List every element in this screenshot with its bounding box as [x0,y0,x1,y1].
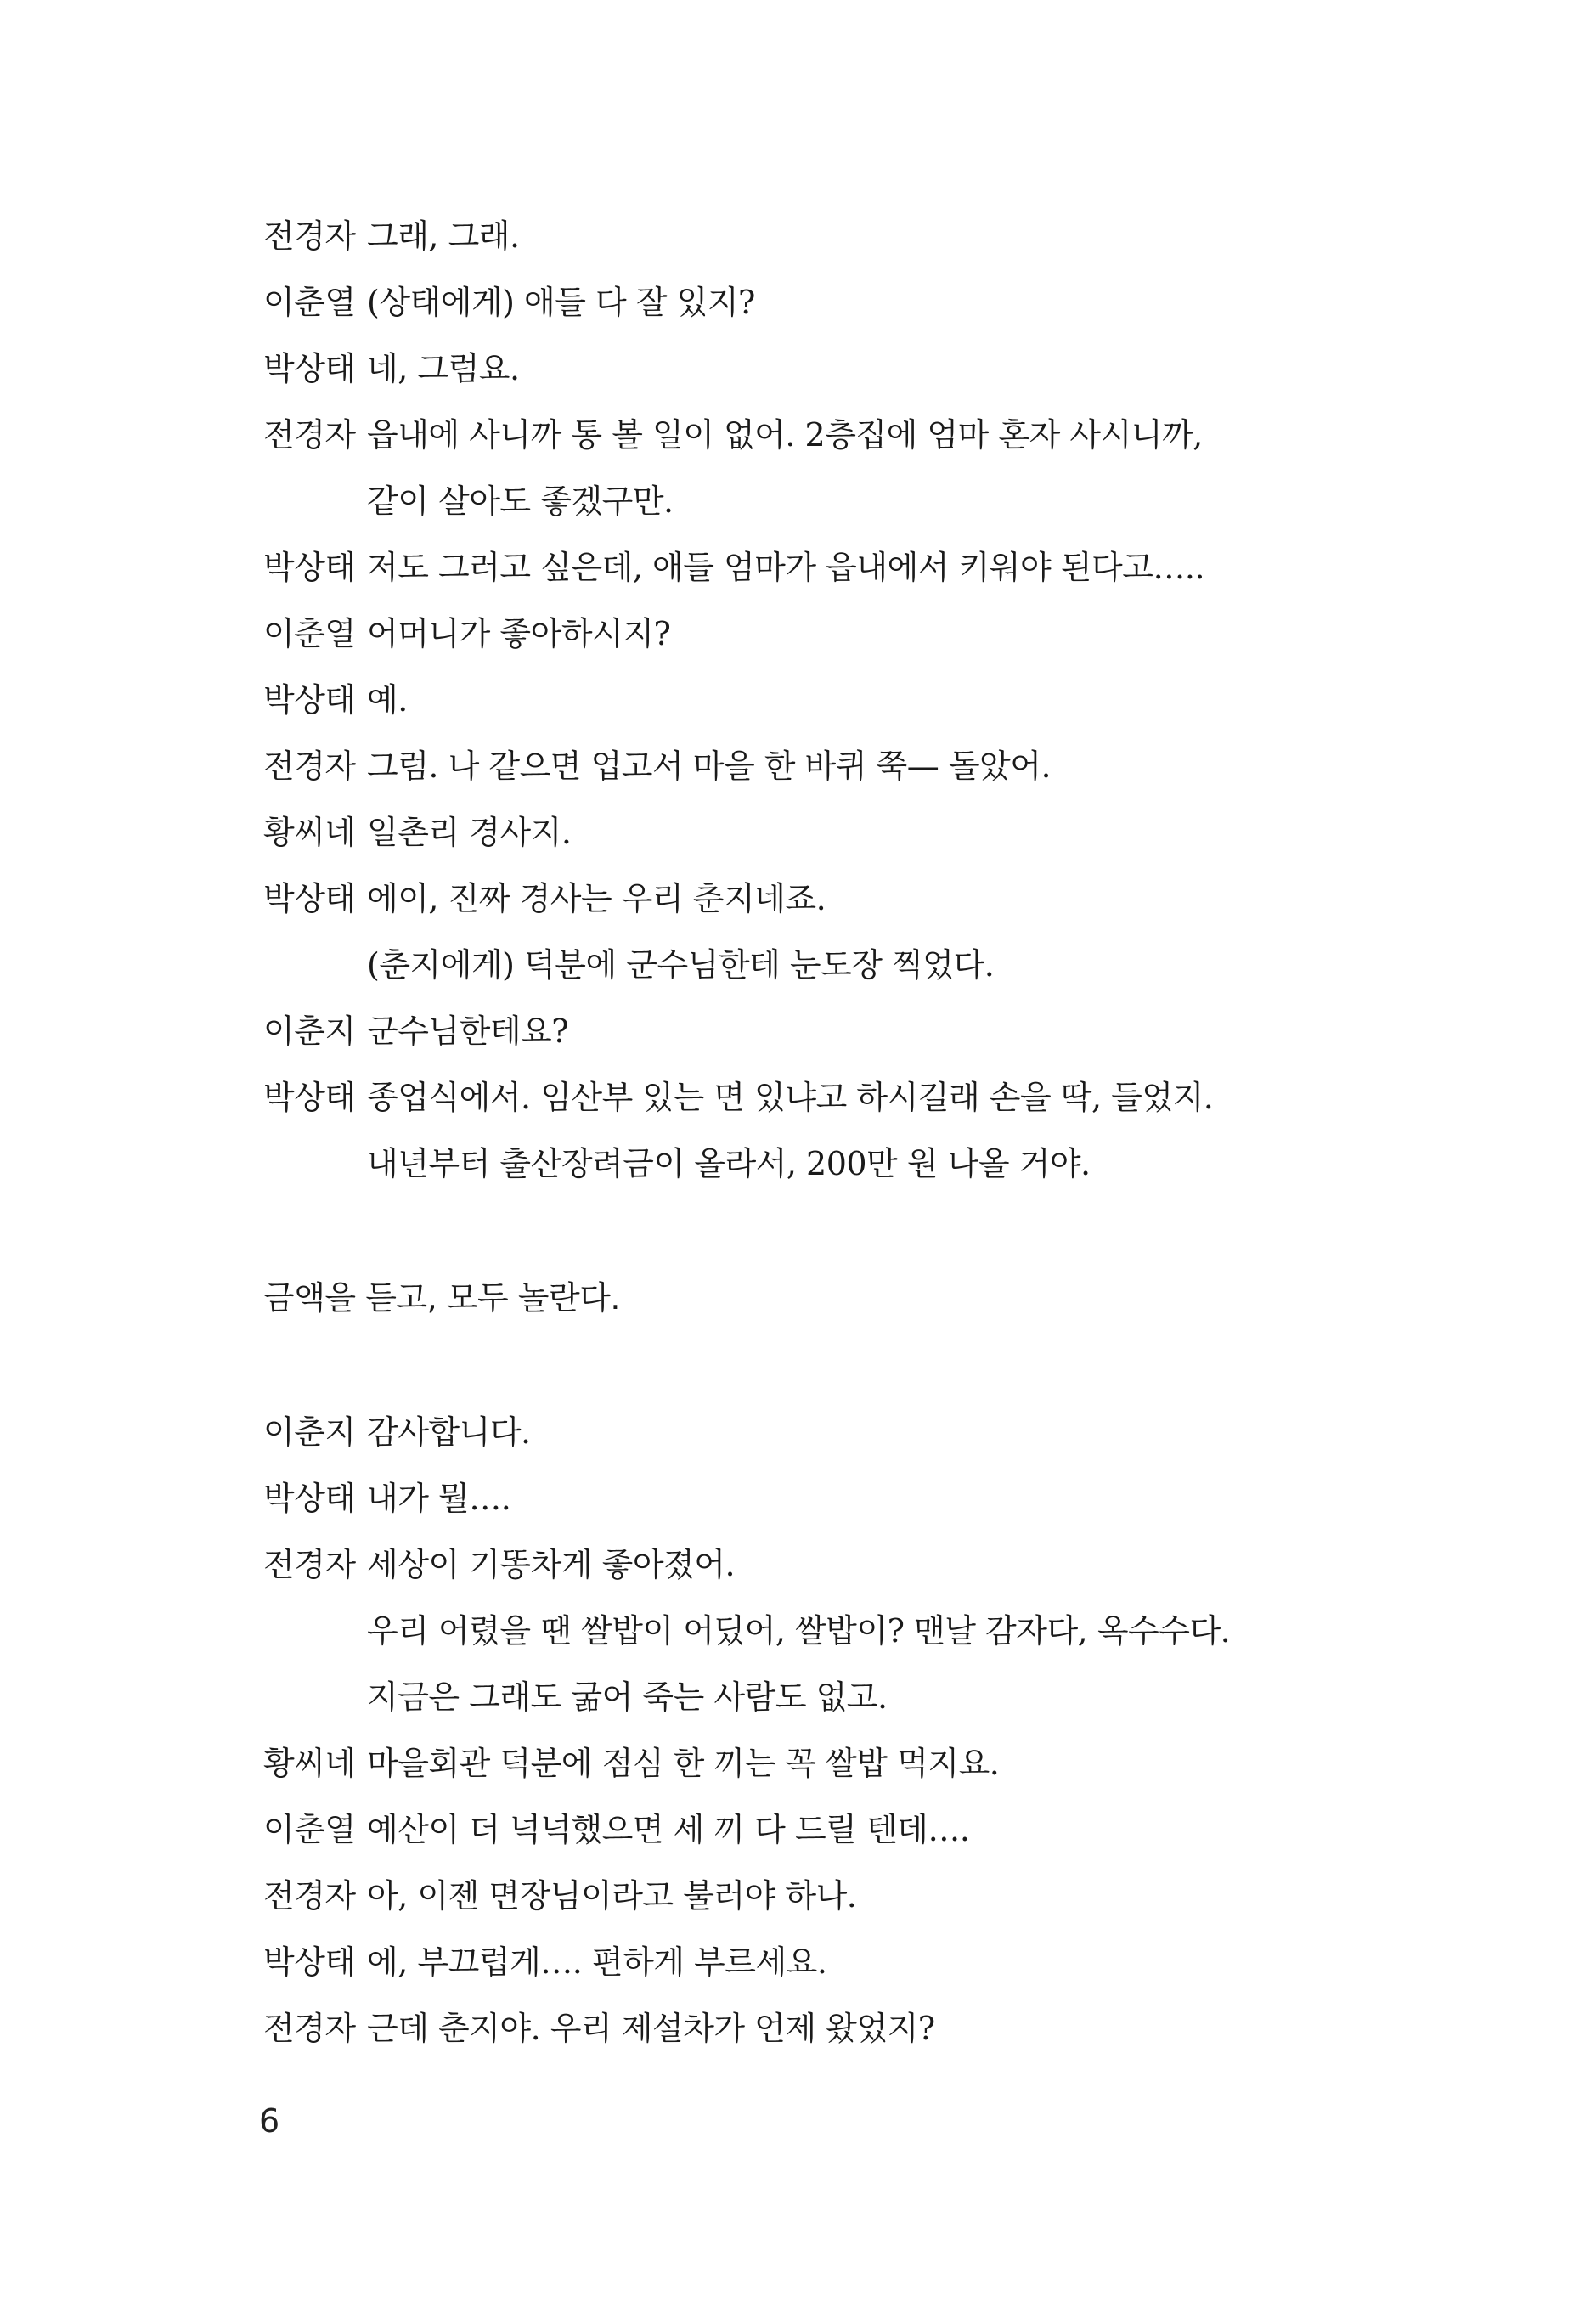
dialogue-line [263,1064,1368,1131]
spacer [263,1197,1368,1265]
dialogue-line [263,1131,1368,1197]
speaker-name: 황씨네 [263,1745,356,1782]
page-number: 6 [259,2102,280,2140]
dialogue-text: 예산이 더 넉넉했으면 세 끼 다 드릴 텐데…. [367,1811,970,1848]
speaker-name: 이춘열 [263,1811,356,1848]
dialogue-line [263,667,1368,733]
dialogue-text: 근데 춘지야. 우리 제설차가 언제 왔었지? [367,2010,935,2047]
dialogue-line [263,402,1368,468]
dialogue-text: 예. [367,681,408,719]
dialogue-text: 마을회관 덕분에 점심 한 끼는 꼭 쌀밥 먹지요. [367,1745,1000,1782]
dialogue-text: 종업식에서. 임산부 있는 면 있냐고 하시길래 손을 딱, 들었지. [367,1079,1214,1116]
dialogue-line [263,1863,1368,1929]
dialogue-line [263,1730,1368,1797]
dialogue-text: 에이, 진짜 경사는 우리 춘지네죠. [367,880,826,917]
dialogue-line [263,1598,1368,1664]
dialogue-line [263,1399,1368,1465]
dialogue-text: 세상이 기똥차게 좋아졌어. [367,1546,736,1583]
speaker-name: 박상태 [263,1079,356,1116]
dialogue-text: 어머니가 좋아하시지? [367,615,671,652]
stage-direction: 금액을 듣고, 모두 놀란다. [263,1279,620,1317]
speaker-name: 박상태 [263,1943,356,1981]
dialogue-text: 일촌리 경사지. [367,814,572,851]
dialogue-line [263,1531,1368,1598]
dialogue-line [263,1929,1368,1995]
script-body [263,203,1368,2062]
speaker-name: 전경자 [263,1877,356,1915]
dialogue-line [263,866,1368,932]
dialogue-line [263,336,1368,402]
dialogue-line [263,998,1368,1064]
dialogue-text: (상태에게) 애들 다 잘 있지? [367,284,755,321]
dialogue-line [263,799,1368,866]
dialogue-text: 읍내에 사니까 통 볼 일이 없어. 2층집에 엄마 혼자 사시니까, [367,416,1203,454]
dialogue-line [263,468,1368,534]
dialogue-text: 그래, 그래. [367,217,520,255]
dialogue-text: 군수님한테요? [367,1012,569,1050]
dialogue-line [263,1664,1368,1730]
dialogue-text: 저도 그러고 싶은데, 애들 엄마가 읍내에서 키워야 된다고….. [367,549,1205,586]
dialogue-line [263,601,1368,667]
dialogue-text: 아, 이젠 면장님이라고 불러야 하나. [367,1877,857,1915]
dialogue-line [263,203,1368,269]
speaker-name: 박상태 [263,1480,356,1517]
speaker-name: 전경자 [263,747,356,785]
speaker-name: 박상태 [263,681,356,719]
dialogue-text: 우리 어렸을 땐 쌀밥이 어딨어, 쌀밥이? 맨날 감자다, 옥수수다. [367,1612,1231,1650]
dialogue-line [263,269,1368,336]
dialogue-text: (춘지에게) 덕분에 군수님한테 눈도장 찍었다. [367,946,995,984]
dialogue-line [263,1797,1368,1863]
dialogue-line [263,932,1368,998]
speaker-name: 전경자 [263,217,356,255]
dialogue-text: 네, 그럼요. [367,350,520,387]
dialogue-text: 지금은 그래도 굶어 죽는 사람도 없고. [367,1678,888,1716]
dialogue-line [263,1995,1368,2062]
speaker-name: 전경자 [263,416,356,454]
speaker-name: 박상태 [263,880,356,917]
dialogue-text: 내년부터 출산장려금이 올라서, 200만 원 나올 거야. [367,1145,1091,1182]
speaker-name: 이춘지 [263,1413,356,1451]
speaker-name: 황씨네 [263,814,356,851]
dialogue-text: 그럼. 나 같으면 업고서 마을 한 바퀴 쭉— 돌았어. [367,747,1052,785]
dialogue-line [263,733,1368,799]
speaker-name: 이춘지 [263,1012,356,1050]
speaker-name: 전경자 [263,2010,356,2047]
spacer [263,1331,1368,1399]
speaker-name: 이춘열 [263,284,356,321]
speaker-name: 전경자 [263,1546,356,1583]
dialogue-block-1 [263,203,1368,1197]
dialogue-text: 내가 뭘…. [367,1480,511,1517]
speaker-name: 이춘열 [263,615,356,652]
dialogue-text: 같이 살아도 좋겠구만. [367,482,674,520]
dialogue-text: 에, 부끄럽게…. 편하게 부르세요. [367,1943,827,1981]
dialogue-line [263,534,1368,601]
dialogue-text: 감사합니다. [367,1413,531,1451]
dialogue-line [263,1465,1368,1531]
dialogue-block-2 [263,1399,1368,2062]
speaker-name: 박상태 [263,549,356,586]
speaker-name: 박상태 [263,350,356,387]
